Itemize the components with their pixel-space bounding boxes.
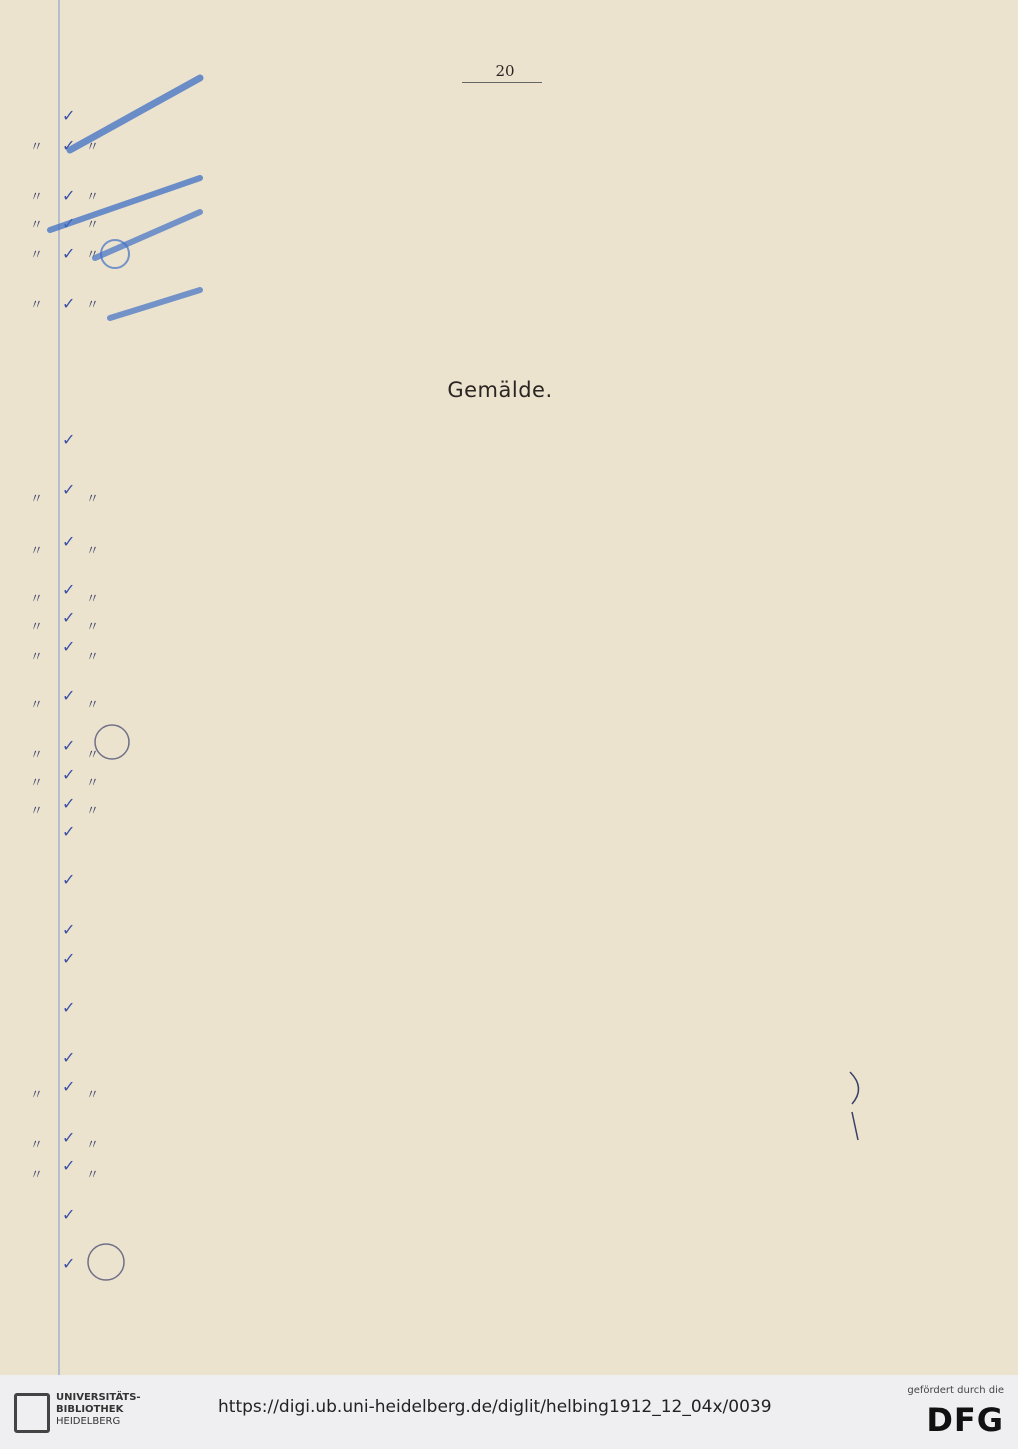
check-mark-icon: ✓ bbox=[62, 608, 76, 627]
ditto-mark: 〃 bbox=[86, 140, 100, 155]
ditto-mark: 〃 bbox=[30, 218, 44, 233]
footer-bar bbox=[0, 1375, 1018, 1449]
check-mark-icon: ✓ bbox=[62, 430, 76, 449]
ditto-mark: 〃 bbox=[86, 776, 100, 791]
ditto-mark: 〃 bbox=[30, 698, 44, 713]
check-mark-icon: ✓ bbox=[62, 736, 76, 755]
ditto-mark: 〃 bbox=[86, 620, 100, 635]
blue-crayon-stroke bbox=[95, 212, 200, 258]
check-mark-icon: ✓ bbox=[62, 1048, 76, 1067]
ditto-mark: 〃 bbox=[30, 776, 44, 791]
check-mark-icon: ✓ bbox=[62, 106, 76, 125]
ditto-mark: 〃 bbox=[86, 492, 100, 507]
blue-crayon-stroke bbox=[110, 290, 200, 318]
ditto-mark: 〃 bbox=[30, 298, 44, 313]
check-mark-icon: ✓ bbox=[62, 870, 76, 889]
ditto-mark: 〃 bbox=[30, 620, 44, 635]
check-mark-icon: ✓ bbox=[62, 765, 76, 784]
circle-mark bbox=[88, 1244, 124, 1280]
check-mark-icon: ✓ bbox=[62, 244, 76, 263]
check-mark-icon: ✓ bbox=[62, 136, 76, 155]
ditto-mark: 〃 bbox=[30, 748, 44, 763]
check-mark-icon: ✓ bbox=[62, 1077, 76, 1096]
dfg-logo: DFG bbox=[926, 1401, 1004, 1439]
ditto-mark: 〃 bbox=[86, 592, 100, 607]
check-mark-icon: ✓ bbox=[62, 1156, 76, 1175]
check-mark-icon: ✓ bbox=[62, 1205, 76, 1224]
ditto-mark: 〃 bbox=[30, 248, 44, 263]
section-title: Gemälde. bbox=[447, 378, 553, 402]
funded-by-label: gefördert durch die bbox=[907, 1385, 1004, 1396]
ditto-mark: 〃 bbox=[86, 298, 100, 313]
check-mark-icon: ✓ bbox=[62, 580, 76, 599]
check-mark-icon: ✓ bbox=[62, 920, 76, 939]
check-mark-icon: ✓ bbox=[62, 294, 76, 313]
bracket-mark bbox=[850, 1072, 859, 1104]
ditto-mark: 〃 bbox=[30, 650, 44, 665]
check-mark-icon: ✓ bbox=[62, 637, 76, 656]
check-mark-icon: ✓ bbox=[62, 214, 76, 233]
check-mark-icon: ✓ bbox=[62, 1254, 76, 1273]
library-name: UNIVERSITÄTS- BIBLIOTHEK HEIDELBERG bbox=[56, 1392, 141, 1427]
check-mark-icon: ✓ bbox=[62, 998, 76, 1017]
check-mark-icon: ✓ bbox=[62, 822, 76, 841]
check-mark-icon: ✓ bbox=[62, 480, 76, 499]
ditto-mark: 〃 bbox=[86, 248, 100, 263]
check-mark-icon: ✓ bbox=[62, 1128, 76, 1147]
ditto-mark: 〃 bbox=[30, 544, 44, 559]
ditto-mark: 〃 bbox=[86, 650, 100, 665]
ditto-mark: 〃 bbox=[86, 1168, 100, 1183]
ditto-mark: 〃 bbox=[86, 190, 100, 205]
check-mark-icon: ✓ bbox=[62, 186, 76, 205]
bracket-mark bbox=[852, 1112, 858, 1140]
ditto-mark: 〃 bbox=[86, 698, 100, 713]
ditto-mark: 〃 bbox=[86, 804, 100, 819]
ditto-mark: 〃 bbox=[30, 1138, 44, 1153]
ditto-mark: 〃 bbox=[86, 748, 100, 763]
permalink[interactable]: https://digi.ub.uni-heidelberg.de/diglit/helbing1912_12_04x/0039 bbox=[218, 1397, 772, 1417]
ditto-mark: 〃 bbox=[30, 190, 44, 205]
ditto-mark: 〃 bbox=[30, 804, 44, 819]
check-mark-icon: ✓ bbox=[62, 686, 76, 705]
circle-mark bbox=[95, 725, 129, 759]
ditto-mark: 〃 bbox=[30, 1088, 44, 1103]
ditto-mark: 〃 bbox=[30, 492, 44, 507]
ditto-mark: 〃 bbox=[86, 544, 100, 559]
ditto-mark: 〃 bbox=[30, 140, 44, 155]
check-mark-icon: ✓ bbox=[62, 794, 76, 813]
blue-crayon-stroke bbox=[70, 78, 200, 150]
ditto-mark: 〃 bbox=[86, 1138, 100, 1153]
library-logo-icon bbox=[14, 1393, 50, 1433]
check-mark-icon: ✓ bbox=[62, 532, 76, 551]
ditto-mark: 〃 bbox=[86, 218, 100, 233]
page-number: 20 bbox=[495, 62, 515, 80]
ditto-mark: 〃 bbox=[86, 1088, 100, 1103]
ditto-mark: 〃 bbox=[30, 1168, 44, 1183]
check-mark-icon: ✓ bbox=[62, 949, 76, 968]
ditto-mark: 〃 bbox=[30, 592, 44, 607]
